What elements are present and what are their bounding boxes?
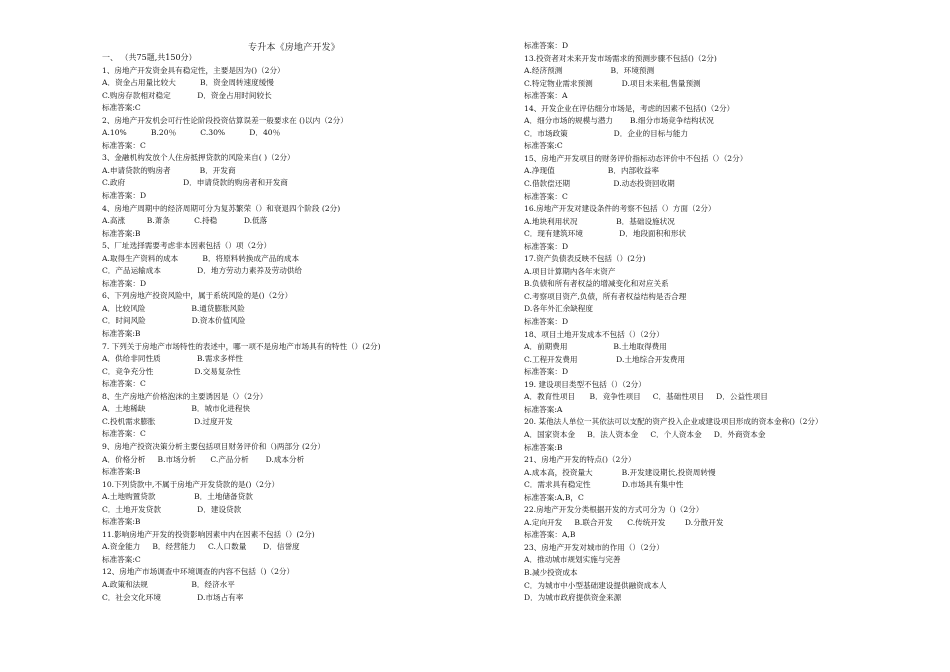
text-line: 标准答案：D [524, 241, 569, 251]
text-line: A．土地稀缺 B．城市化进程快 [102, 404, 251, 414]
text-line: 16.房地产开发对建设条件的考察不包括（）方面（2分） [524, 204, 716, 214]
text-line: A.地块利用状况 B．基础设施状况 [524, 216, 675, 226]
text-line: 标准答案：D [524, 317, 569, 327]
text-line: 8、生产房地产价格泡沫的主要诱因是（）（2分） [102, 391, 268, 401]
text-line: A．教育性项目 B．竞争性项目 C．基础性项目 D．公益性项目 [524, 392, 768, 402]
text-line: 标准答案：A [524, 91, 568, 101]
text-line: A．细分市场的规模与潜力 B.细分市场竞争结构状况 [524, 116, 714, 126]
text-line: A.项目计算期内各年末资产 [524, 266, 616, 276]
text-line: 11.影响房地产开发的投资影响因素中内在因素不包括（）(2分) [102, 529, 315, 539]
text-line: C.投机需求膨胀 D.过度开发 [102, 416, 233, 426]
text-line: C．现有建筑环境 D．地段面积和形状 [524, 229, 687, 239]
text-line: 标准答案:B [102, 517, 141, 527]
text-line: 22.房地产开发分类根据开发的方式可分为（)（2分） [524, 505, 704, 515]
text-line: C.考察项目资产,负债，所有者权益结构是否合理 [524, 291, 687, 301]
text-line: 标准答案:B [524, 442, 563, 452]
text-line: 23、房地产开发对城市的作用（）（2分） [524, 542, 664, 552]
text-line: 标准答案：A,B [524, 530, 576, 540]
text-line: 标准答案：D [524, 41, 569, 50]
text-line: 7. 下列关于房地产市场特性的表述中，哪一项不是房地产市场具有的特性（）(2分) [102, 341, 381, 351]
text-line: 标准答案:C [102, 103, 141, 113]
text-line: C．需求具有稳定性 D.市场具有集中性 [524, 480, 684, 490]
text-line: 4、房地产周期中的经济周期可分为复苏繁荣（）和衰退四个阶段 (2分) [102, 203, 341, 213]
text-line: 1、房地产开发资金具有稳定性，主要是因为()（2分） [102, 65, 285, 75]
text-line: C．竞争充分性 D.交易复杂性 [102, 366, 241, 376]
text-line: 12、房地产市场调查中环境调查的内容不包括（)（2分） [102, 567, 295, 577]
text-line: A.资金能力 B．经营能力 C.人口数量 D．信誉度 [102, 542, 300, 552]
text-line: 21、房地产开发的特点()（2分） [524, 455, 636, 465]
text-line: 10.下列贷款中,不属于房地产开发贷款的是()（2分） [102, 479, 280, 489]
text-line: 18、项目土地开发成本不包括（）（2分） [524, 329, 664, 339]
text-line: 14、开发企业在评估细分市场是，考虑的因素不包括()（2分） [524, 103, 735, 113]
text-line: A.取得生产资料的成本 B．将原料转换成产品的成本 [102, 253, 300, 263]
text-line: 标准答案:C [524, 141, 563, 151]
text-line: B.减少投资成本 [524, 567, 578, 577]
section-heading: 一、 （共75题,共150分） [102, 53, 197, 62]
text-line: 15、房地产开发项目的财务评价指标动态评价中不包括（）（2分） [524, 153, 748, 163]
text-line: A.10% B.20％ C.30% D．40％ [102, 128, 281, 138]
text-line: A.土地购置贷款 B．土地储备贷款 [102, 492, 253, 502]
text-line: 标准答案：D [102, 191, 147, 201]
text-line: 标准答案:A,B，C [524, 492, 584, 502]
left-column [102, 38, 502, 604]
text-line: 6、下列房地产投资风险中，属于系统风险的是()（2分） [102, 291, 293, 301]
text-line: D．为城市政府提供资金来源 [524, 593, 622, 603]
text-line: A．资金占用量比较大 B．资金周转速度缓慢 [102, 78, 274, 88]
text-line: 3、金融机构发放个人住房抵押贷款的风险来自( )（2分） [102, 153, 295, 163]
text-line: A.成本高，投资量大 B.开发建设期长,投资周转慢 [524, 467, 716, 477]
text-line: A．国家资本金 B．法人资本金 C．个人资本金 D．外商资本金 [524, 429, 766, 439]
text-line: 标准答案:B [102, 467, 141, 477]
text-line: 标准答案:A [524, 404, 563, 414]
text-line: 标准答案：D [102, 278, 147, 288]
text-line: 13.投资者对未来开发市场需求的预测步骤不包括()（2分) [524, 53, 717, 63]
text-line: 5、厂址选择需要考虑非本因素包括（）项（2分） [102, 241, 272, 251]
text-line: A．推动城市规划实施与完善 [524, 555, 621, 565]
text-line: 19. 建设项目类型不包括（）（2分） [524, 379, 646, 389]
text-line: B.负债和所有者权益的增减变化和对应关系 [524, 279, 669, 289]
text-line: A．供给非同性质 B.需求多样性 [102, 354, 243, 364]
text-line: 标准答案：C [102, 429, 146, 439]
text-line: C.工程开发费用 D.土地综合开发费用 [524, 354, 686, 364]
text-line: 20. 某他法人单位一其依法可以支配的资产投入企业或建设项目形成的资本金称()（2分） [524, 417, 823, 427]
text-line: C．市场政策 D．企业的目标与能力 [524, 128, 689, 138]
page-title: 专升本《房地产开发》 [248, 43, 341, 53]
text-line: 17.资产负债表反映不包括（）(2分) [524, 254, 646, 264]
text-line: C．社会文化环境 D.市场占有率 [102, 592, 244, 602]
text-line: 标准答案:B [102, 228, 141, 238]
text-line: A.定向开发 B.联合开发 C.传统开发 D.分散开发 [524, 517, 724, 527]
text-line: C.特定物业需求预测 D.项目未来租,售量预测 [524, 78, 701, 88]
text-line: 标准答案：D [524, 367, 569, 377]
text-line: 2、房地产开发机会可行性论阶段投资估算误差一般要求在 ()以内（2分） [102, 115, 348, 125]
text-line: C.借款偿还期 D.动态投资回收期 [524, 179, 675, 189]
text-line: D.各年外汇余缺程度 [524, 304, 593, 314]
text-line: A.经济预测 B．环境预测 [524, 66, 655, 76]
text-line: 标准答案:B [102, 329, 141, 339]
text-line: A.净现值 B．内部收益率 [524, 166, 659, 176]
text-line: C.购房存款相对稳定 D．资金占用时间较长 [102, 90, 272, 100]
text-line: 标准答案：C [102, 140, 146, 150]
right-column [524, 40, 934, 605]
text-line: A．价格分析 B.市场分析 C.产品分析 D.成本分析 [102, 454, 305, 464]
text-line: C．土地开发贷款 D．建设贷款 [102, 504, 242, 514]
text-line: A．比较风险 B.通货膨胀风险 [102, 303, 245, 313]
left-question-list [102, 65, 502, 605]
text-line: 标准答案：C [524, 191, 568, 201]
text-line: A.高涨 B.萧条 C.持稳 D.低落 [102, 216, 268, 226]
text-line: C．产品运输成本 D．地方劳动力素养及劳动供给 [102, 266, 302, 276]
text-line: 标准答案：C [102, 379, 146, 389]
text-line: A．前期费用 B.土地取得费用 [524, 342, 667, 352]
text-line: 9、房地产投资决策分析主要包括项目财务评价和（)两部分 (2分） [102, 441, 326, 451]
right-question-list [524, 40, 934, 605]
text-line: C.政府 D．申请贷款的购房者和开发商 [102, 178, 288, 188]
text-line: C．时间风险 D.资本价值风险 [102, 316, 246, 326]
text-line: A.政策和法规 B．经济水平 [102, 579, 235, 589]
text-line: C．为城市中小型基础建设提供融资成本人 [524, 580, 667, 590]
text-line: A.申请贷款的购房者 B．开发商 [102, 165, 236, 175]
text-line: 标准答案:C [102, 554, 141, 564]
